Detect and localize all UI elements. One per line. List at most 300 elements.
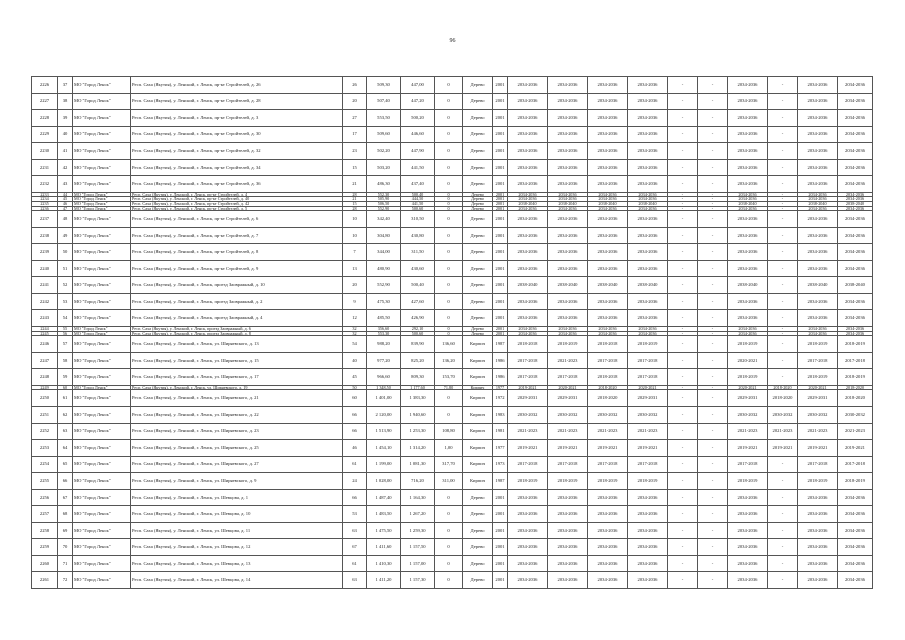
table-row bbox=[32, 176, 873, 193]
cell-period-roof: 2017-2018 bbox=[508, 456, 548, 473]
cell-apartments: 9 bbox=[343, 293, 367, 310]
cell-item-number: 46 bbox=[58, 202, 73, 207]
cell-period-facade: 2034-2036 bbox=[548, 176, 588, 193]
cell-period-heating: 2034-2036 bbox=[588, 331, 628, 336]
cell-period-foundation: 2034-2036 bbox=[838, 244, 873, 261]
cell-item-number: 63 bbox=[58, 423, 73, 440]
cell-period-sewer: 2034-2036 bbox=[798, 310, 838, 327]
cell-period-electricity: 2034-2036 bbox=[728, 176, 768, 193]
cell-address: Респ. Саха (Якутия), у. Ленский, г. Ленск, пр-кт Стройтелей, д. 9 bbox=[131, 260, 343, 277]
cell-period-elevator: - bbox=[668, 110, 698, 127]
cell-period-foundation: 2019-2021 bbox=[838, 440, 873, 457]
cell-owner: МО "Город Ленск" bbox=[73, 197, 131, 202]
table-row bbox=[32, 456, 873, 473]
cell-period-electricity: 2021-2023 bbox=[728, 423, 768, 440]
cell-row-number: 2251 bbox=[32, 407, 58, 424]
cell-total-area: 552,30 bbox=[367, 192, 401, 197]
cell-nonresidential-area: 136,60 bbox=[435, 336, 463, 353]
cell-apartments: 54 bbox=[343, 336, 367, 353]
cell-owner: МО "Город Ленск" bbox=[73, 336, 131, 353]
cell-wall-material: Кирпич bbox=[463, 423, 493, 440]
cell-owner: МО "Город Ленск" bbox=[73, 489, 131, 506]
cell-living-area: 1 157,50 bbox=[401, 539, 435, 556]
cell-period-elevator: - bbox=[668, 555, 698, 572]
cell-item-number: 57 bbox=[58, 336, 73, 353]
cell-period-electricity: 2030-2032 bbox=[728, 407, 768, 424]
cell-build-year: 2001 bbox=[493, 197, 508, 202]
cell-wall-material: Дерево bbox=[463, 227, 493, 244]
cell-period-roof: 2017-2018 bbox=[508, 352, 548, 369]
table-row bbox=[32, 244, 873, 261]
cell-item-number: 49 bbox=[58, 227, 73, 244]
cell-period-sewer: 2034-2036 bbox=[798, 331, 838, 336]
cell-period-facade: 2034-2036 bbox=[548, 211, 588, 228]
cell-row-number: 2249 bbox=[32, 385, 58, 390]
table-row bbox=[32, 77, 873, 94]
housing-register-table bbox=[31, 76, 873, 589]
cell-address: Респ. Саха (Якутия), у. Ленский, г. Ленск, пр-кт Стройтелей, д. 36 bbox=[131, 176, 343, 193]
cell-owner: МО "Город Ленск" bbox=[73, 473, 131, 490]
cell-period-basement: - bbox=[768, 192, 798, 197]
cell-wall-material: Дерево bbox=[463, 192, 493, 197]
cell-period-electricity: 2034-2036 bbox=[728, 331, 768, 336]
cell-total-area: 502,20 bbox=[367, 143, 401, 160]
cell-item-number: 56 bbox=[58, 331, 73, 336]
cell-period-sewer: 2034-2036 bbox=[798, 110, 838, 127]
cell-period-facade: 2021-2023 bbox=[548, 423, 588, 440]
cell-owner: МО "Город Ленск" bbox=[73, 93, 131, 110]
cell-total-area: 1 199,00 bbox=[367, 456, 401, 473]
cell-address: Респ. Саха (Якутия), у. Ленский, г. Ленск, ул. Шевцова, д. 12 bbox=[131, 539, 343, 556]
cell-owner: МО "Город Ленск" bbox=[73, 143, 131, 160]
cell-period-water: 2034-2036 bbox=[628, 211, 668, 228]
cell-period-foundation: 2018-2019 bbox=[838, 473, 873, 490]
cell-nonresidential-area: 0 bbox=[435, 93, 463, 110]
cell-item-number: 50 bbox=[58, 244, 73, 261]
cell-row-number: 2254 bbox=[32, 456, 58, 473]
cell-nonresidential-area: 0 bbox=[435, 202, 463, 207]
cell-address: Респ. Саха (Якутия), у. Ленский, г. Ленск, пр-кт Стройтелей, д. 40 bbox=[131, 197, 343, 202]
cell-period-foundation: 2034-2036 bbox=[838, 197, 873, 202]
cell-period-water: 2034-2036 bbox=[628, 572, 668, 589]
cell-period-sewer: 2034-2036 bbox=[798, 327, 838, 332]
cell-total-area: 977,20 bbox=[367, 352, 401, 369]
cell-item-number: 68 bbox=[58, 506, 73, 523]
cell-period-basement: - bbox=[768, 336, 798, 353]
cell-living-area: 1 940,60 bbox=[401, 407, 435, 424]
cell-period-heating: 2034-2036 bbox=[588, 227, 628, 244]
cell-apartments: 20 bbox=[343, 93, 367, 110]
cell-wall-material: Дерево bbox=[463, 197, 493, 202]
cell-period-heating: 2034-2036 bbox=[588, 522, 628, 539]
cell-total-area: 304,80 bbox=[367, 227, 401, 244]
cell-period-basement: 2018-2020 bbox=[768, 390, 798, 407]
cell-period-basement: - bbox=[768, 260, 798, 277]
cell-build-year: 1973 bbox=[493, 456, 508, 473]
cell-nonresidential-area: 0 bbox=[435, 227, 463, 244]
cell-period-sewer: 2034-2036 bbox=[798, 126, 838, 143]
cell-period-elevator: - bbox=[668, 244, 698, 261]
cell-build-year: 1981 bbox=[493, 423, 508, 440]
cell-living-area: 1 164,30 bbox=[401, 489, 435, 506]
cell-period-foundation: 2018-2019 bbox=[838, 369, 873, 386]
cell-owner: МО "Город Ленск" bbox=[73, 369, 131, 386]
cell-living-area: 500,60 bbox=[401, 206, 435, 211]
cell-period-facade: 2034-2036 bbox=[548, 192, 588, 197]
cell-wall-material: Кирпич bbox=[463, 440, 493, 457]
cell-nonresidential-area: 0 bbox=[435, 192, 463, 197]
cell-address: Респ. Саха (Якутия), у. Ленский, г. Ленск, проезд Заовражный, д. 4 bbox=[131, 310, 343, 327]
cell-wall-material: Дерево bbox=[463, 110, 493, 127]
cell-period-electricity: 2029-2031 bbox=[728, 390, 768, 407]
cell-period-gas: - bbox=[698, 456, 728, 473]
cell-period-facade: 2017-2018 bbox=[548, 369, 588, 386]
cell-row-number: 2233 bbox=[32, 192, 58, 197]
cell-period-gas: - bbox=[698, 522, 728, 539]
cell-living-area: 825,20 bbox=[401, 352, 435, 369]
cell-period-heating: 2034-2036 bbox=[588, 159, 628, 176]
cell-period-electricity: 2034-2036 bbox=[728, 77, 768, 94]
cell-living-area: 500,60 bbox=[401, 331, 435, 336]
table-row bbox=[32, 143, 873, 160]
cell-period-facade: 2034-2036 bbox=[548, 260, 588, 277]
cell-period-basement: 2021-2023 bbox=[768, 423, 798, 440]
cell-period-electricity: 2018-2019 bbox=[728, 473, 768, 490]
cell-owner: МО "Город Ленск" bbox=[73, 327, 131, 332]
cell-period-elevator: - bbox=[668, 202, 698, 207]
table-row bbox=[32, 310, 873, 327]
cell-row-number: 2236 bbox=[32, 206, 58, 211]
cell-period-elevator: - bbox=[668, 176, 698, 193]
cell-item-number: 44 bbox=[58, 192, 73, 197]
cell-wall-material: Дерево bbox=[463, 293, 493, 310]
cell-period-elevator: - bbox=[668, 385, 698, 390]
cell-period-heating: 2018-2020 bbox=[588, 385, 628, 390]
cell-item-number: 41 bbox=[58, 143, 73, 160]
cell-period-electricity: 2034-2036 bbox=[728, 539, 768, 556]
cell-period-water: 2034-2036 bbox=[628, 110, 668, 127]
cell-row-number: 2227 bbox=[32, 93, 58, 110]
cell-living-area: 430,80 bbox=[401, 227, 435, 244]
cell-period-gas: - bbox=[698, 369, 728, 386]
cell-period-water: 2019-2021 bbox=[628, 440, 668, 457]
cell-build-year: 2001 bbox=[493, 539, 508, 556]
cell-nonresidential-area: 153,70 bbox=[435, 369, 463, 386]
cell-total-area: 966,60 bbox=[367, 369, 401, 386]
cell-nonresidential-area: 0 bbox=[435, 489, 463, 506]
cell-living-area: 446,60 bbox=[401, 126, 435, 143]
cell-row-number: 2258 bbox=[32, 522, 58, 539]
cell-period-heating: 2034-2036 bbox=[588, 197, 628, 202]
cell-period-sewer: 2018-2019 bbox=[798, 336, 838, 353]
cell-row-number: 2226 bbox=[32, 77, 58, 94]
cell-period-facade: 2034-2036 bbox=[548, 143, 588, 160]
cell-period-foundation: 2034-2036 bbox=[838, 176, 873, 193]
cell-period-elevator: - bbox=[668, 352, 698, 369]
cell-wall-material: Дерево bbox=[463, 211, 493, 228]
cell-apartments: 40 bbox=[343, 352, 367, 369]
cell-row-number: 2232 bbox=[32, 176, 58, 193]
cell-period-heating: 2034-2036 bbox=[588, 260, 628, 277]
cell-owner: МО "Город Ленск" bbox=[73, 331, 131, 336]
cell-apartments: 53 bbox=[343, 506, 367, 523]
cell-apartments: 67 bbox=[343, 539, 367, 556]
cell-build-year: 2001 bbox=[493, 110, 508, 127]
cell-period-elevator: - bbox=[668, 327, 698, 332]
cell-period-basement: - bbox=[768, 489, 798, 506]
cell-period-facade: 2034-2036 bbox=[548, 293, 588, 310]
cell-total-area: 506,50 bbox=[367, 202, 401, 207]
cell-item-number: 53 bbox=[58, 293, 73, 310]
cell-row-number: 2235 bbox=[32, 202, 58, 207]
cell-owner: МО "Город Ленск" bbox=[73, 456, 131, 473]
cell-owner: МО "Город Ленск" bbox=[73, 522, 131, 539]
cell-item-number: 54 bbox=[58, 310, 73, 327]
cell-period-water: 2034-2036 bbox=[628, 327, 668, 332]
cell-living-area: 500,20 bbox=[401, 110, 435, 127]
cell-owner: МО "Город Ленск" bbox=[73, 390, 131, 407]
cell-period-elevator: - bbox=[668, 192, 698, 197]
cell-nonresidential-area: 1,00 bbox=[435, 440, 463, 457]
cell-period-electricity: 2018-2019 bbox=[728, 369, 768, 386]
cell-period-basement: - bbox=[768, 522, 798, 539]
cell-period-water: 2034-2036 bbox=[628, 260, 668, 277]
cell-period-roof: 2034-2036 bbox=[508, 197, 548, 202]
cell-period-sewer: 2034-2036 bbox=[798, 244, 838, 261]
cell-period-gas: - bbox=[698, 126, 728, 143]
cell-period-roof: 2034-2036 bbox=[508, 506, 548, 523]
cell-owner: МО "Город Ленск" bbox=[73, 110, 131, 127]
cell-nonresidential-area: 0 bbox=[435, 159, 463, 176]
cell-period-facade: 2034-2036 bbox=[548, 227, 588, 244]
table-row bbox=[32, 473, 873, 490]
cell-period-water: 2021-2023 bbox=[628, 423, 668, 440]
cell-address: Респ. Саха (Якутия), у. Ленский, г. Ленск, ул. Ширяевского, д. 23 bbox=[131, 423, 343, 440]
cell-period-gas: - bbox=[698, 352, 728, 369]
cell-period-electricity: 2034-2036 bbox=[728, 211, 768, 228]
cell-build-year: 2001 bbox=[493, 522, 508, 539]
cell-period-gas: - bbox=[698, 277, 728, 294]
cell-period-roof: 2018-2018 bbox=[508, 336, 548, 353]
cell-period-foundation: 2034-2036 bbox=[838, 555, 873, 572]
table-row bbox=[32, 336, 873, 353]
cell-period-elevator: - bbox=[668, 522, 698, 539]
cell-period-heating: 2034-2036 bbox=[588, 572, 628, 589]
cell-period-sewer: 2029-2031 bbox=[798, 390, 838, 407]
cell-row-number: 2229 bbox=[32, 126, 58, 143]
cell-period-electricity: 2038-2040 bbox=[728, 277, 768, 294]
cell-build-year: 2001 bbox=[493, 331, 508, 336]
cell-period-water: 2038-2040 bbox=[628, 277, 668, 294]
cell-period-heating: 2018-2020 bbox=[588, 390, 628, 407]
cell-period-foundation: 2018-2020 bbox=[838, 385, 873, 390]
cell-wall-material: Дерево bbox=[463, 143, 493, 160]
cell-nonresidential-area: 0 bbox=[435, 126, 463, 143]
cell-period-electricity: 2034-2036 bbox=[728, 244, 768, 261]
cell-period-elevator: - bbox=[668, 369, 698, 386]
cell-period-sewer: 2034-2036 bbox=[798, 555, 838, 572]
cell-period-heating: 2034-2036 bbox=[588, 211, 628, 228]
cell-period-basement: - bbox=[768, 176, 798, 193]
cell-period-elevator: - bbox=[668, 159, 698, 176]
cell-living-area: 1 383,30 bbox=[401, 390, 435, 407]
table-row bbox=[32, 407, 873, 424]
cell-period-gas: - bbox=[698, 176, 728, 193]
cell-period-foundation: 2034-2036 bbox=[838, 539, 873, 556]
cell-period-water: 2018-2019 bbox=[628, 336, 668, 353]
cell-total-area: 486,30 bbox=[367, 176, 401, 193]
cell-period-elevator: - bbox=[668, 126, 698, 143]
cell-period-gas: - bbox=[698, 555, 728, 572]
cell-period-heating: 2038-2040 bbox=[588, 277, 628, 294]
cell-period-basement: - bbox=[768, 93, 798, 110]
cell-item-number: 45 bbox=[58, 197, 73, 202]
cell-nonresidential-area: 0 bbox=[435, 277, 463, 294]
cell-wall-material: Кирпич bbox=[463, 407, 493, 424]
cell-period-water: 2034-2036 bbox=[628, 159, 668, 176]
cell-build-year: 2001 bbox=[493, 489, 508, 506]
cell-build-year: 1987 bbox=[493, 336, 508, 353]
cell-period-roof: 2034-2036 bbox=[508, 310, 548, 327]
cell-period-water: 2034-2036 bbox=[628, 176, 668, 193]
cell-living-area: 437,40 bbox=[401, 176, 435, 193]
cell-period-basement: - bbox=[768, 110, 798, 127]
cell-period-roof: 2038-2040 bbox=[508, 202, 548, 207]
cell-period-electricity: 2034-2036 bbox=[728, 489, 768, 506]
cell-period-basement: - bbox=[768, 143, 798, 160]
cell-apartments: 27 bbox=[343, 110, 367, 127]
cell-period-electricity: 2019-2021 bbox=[728, 440, 768, 457]
cell-item-number: 47 bbox=[58, 206, 73, 211]
cell-period-foundation: 2034-2036 bbox=[838, 489, 873, 506]
cell-build-year: 2001 bbox=[493, 310, 508, 327]
cell-period-foundation: 2034-2036 bbox=[838, 572, 873, 589]
cell-item-number: 37 bbox=[58, 77, 73, 94]
cell-nonresidential-area: 311,00 bbox=[435, 473, 463, 490]
cell-period-electricity: 2017-2018 bbox=[728, 456, 768, 473]
cell-wall-material: Дерево bbox=[463, 539, 493, 556]
cell-living-area: 430,60 bbox=[401, 260, 435, 277]
cell-row-number: 2247 bbox=[32, 352, 58, 369]
cell-living-area: 1 157,30 bbox=[401, 572, 435, 589]
cell-period-heating: 2034-2036 bbox=[588, 539, 628, 556]
cell-address: Респ. Саха (Якутия), у. Ленский, г. Ленск, пр-кт Стройтелей, д. 30 bbox=[131, 126, 343, 143]
cell-period-sewer: 2018-2019 bbox=[798, 369, 838, 386]
cell-period-facade: 2034-2036 bbox=[548, 310, 588, 327]
table-row bbox=[32, 159, 873, 176]
cell-period-gas: - bbox=[698, 310, 728, 327]
cell-period-facade: 2034-2036 bbox=[548, 522, 588, 539]
cell-wall-material: Кирпич bbox=[463, 385, 493, 390]
cell-row-number: 2234 bbox=[32, 197, 58, 202]
cell-period-heating: 2034-2036 bbox=[588, 110, 628, 127]
cell-period-water: 2034-2036 bbox=[628, 143, 668, 160]
cell-build-year: 2001 bbox=[493, 277, 508, 294]
cell-living-area: 447,90 bbox=[401, 143, 435, 160]
cell-period-facade: 2018-2019 bbox=[548, 336, 588, 353]
cell-period-sewer: 2034-2036 bbox=[798, 197, 838, 202]
cell-period-facade: 2034-2036 bbox=[548, 93, 588, 110]
cell-address: Респ. Саха (Якутия), у. Ленский, г. Ленск, ул. Ширяевского, д. 9 bbox=[131, 473, 343, 490]
cell-period-basement: 2018-2020 bbox=[768, 385, 798, 390]
cell-period-foundation: 2034-2036 bbox=[838, 126, 873, 143]
cell-apartments: 66 bbox=[343, 489, 367, 506]
cell-period-heating: 2034-2036 bbox=[588, 506, 628, 523]
cell-period-sewer: 2034-2036 bbox=[798, 211, 838, 228]
cell-apartments: 7 bbox=[343, 244, 367, 261]
cell-period-elevator: - bbox=[668, 227, 698, 244]
cell-period-gas: - bbox=[698, 159, 728, 176]
cell-apartments: 63 bbox=[343, 572, 367, 589]
cell-period-water: 2034-2036 bbox=[628, 192, 668, 197]
cell-build-year: 2001 bbox=[493, 143, 508, 160]
cell-owner: МО "Город Ленск" bbox=[73, 352, 131, 369]
cell-item-number: 51 bbox=[58, 260, 73, 277]
cell-period-sewer: 2034-2036 bbox=[798, 489, 838, 506]
cell-period-facade: 2038-2040 bbox=[548, 277, 588, 294]
cell-period-gas: - bbox=[698, 227, 728, 244]
cell-period-electricity: 2034-2036 bbox=[728, 159, 768, 176]
cell-period-basement: - bbox=[768, 159, 798, 176]
cell-nonresidential-area: 0 bbox=[435, 110, 463, 127]
cell-period-basement: - bbox=[768, 211, 798, 228]
cell-apartments: 15 bbox=[343, 159, 367, 176]
cell-item-number: 65 bbox=[58, 456, 73, 473]
cell-owner: МО "Город Ленск" bbox=[73, 227, 131, 244]
cell-build-year: 2001 bbox=[493, 202, 508, 207]
cell-period-sewer: 2017-2018 bbox=[798, 352, 838, 369]
cell-period-facade: 2020-2021 bbox=[548, 385, 588, 390]
cell-wall-material: Дерево bbox=[463, 126, 493, 143]
table-row bbox=[32, 277, 873, 294]
cell-period-heating: 2034-2036 bbox=[588, 244, 628, 261]
cell-apartments: 46 bbox=[343, 440, 367, 457]
cell-build-year: 2001 bbox=[493, 206, 508, 211]
cell-period-gas: - bbox=[698, 423, 728, 440]
cell-total-area: 507,40 bbox=[367, 93, 401, 110]
cell-period-gas: - bbox=[698, 293, 728, 310]
cell-period-facade: 2018-2019 bbox=[548, 473, 588, 490]
table-row bbox=[32, 423, 873, 440]
cell-item-number: 52 bbox=[58, 277, 73, 294]
cell-period-foundation: 2018-2019 bbox=[838, 336, 873, 353]
cell-period-sewer: 2020-2021 bbox=[798, 385, 838, 390]
cell-period-basement: - bbox=[768, 539, 798, 556]
cell-build-year: 1977 bbox=[493, 440, 508, 457]
cell-living-area: 292,10 bbox=[401, 327, 435, 332]
table-row bbox=[32, 227, 873, 244]
cell-row-number: 2253 bbox=[32, 440, 58, 457]
cell-build-year: 1987 bbox=[493, 473, 508, 490]
cell-apartments: 21 bbox=[343, 197, 367, 202]
cell-period-water: 2029-2031 bbox=[628, 390, 668, 407]
cell-nonresidential-area: 0 bbox=[435, 244, 463, 261]
cell-period-heating: 2030-2032 bbox=[588, 407, 628, 424]
table-row bbox=[32, 369, 873, 386]
cell-period-water: 2034-2036 bbox=[628, 206, 668, 211]
cell-owner: МО "Город Ленск" bbox=[73, 385, 131, 390]
cell-owner: МО "Город Ленск" bbox=[73, 539, 131, 556]
cell-period-heating: 2018-2019 bbox=[588, 473, 628, 490]
cell-period-elevator: - bbox=[668, 407, 698, 424]
cell-period-elevator: - bbox=[668, 440, 698, 457]
cell-period-foundation: 2034-2036 bbox=[838, 206, 873, 211]
cell-period-heating: 2018-2018 bbox=[588, 336, 628, 353]
cell-period-gas: - bbox=[698, 336, 728, 353]
cell-period-elevator: - bbox=[668, 260, 698, 277]
cell-period-basement: - bbox=[768, 352, 798, 369]
cell-apartments: 45 bbox=[343, 369, 367, 386]
